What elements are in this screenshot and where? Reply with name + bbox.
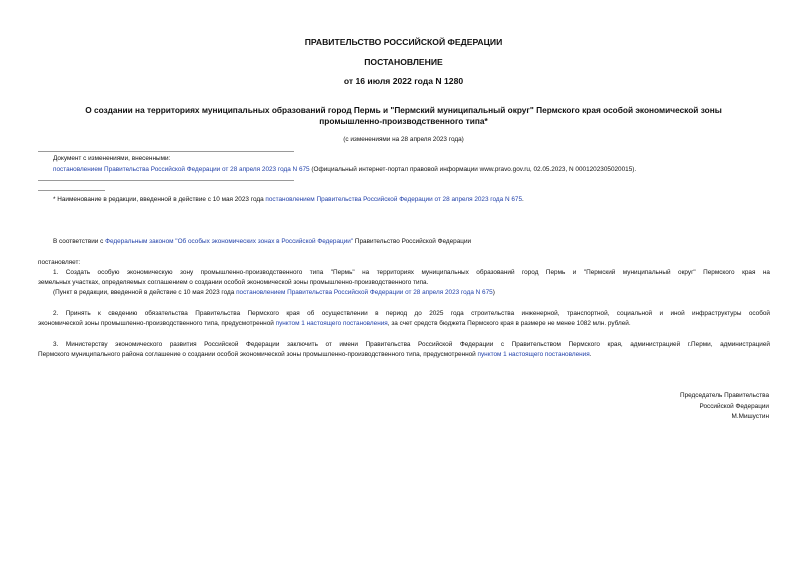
date-number: от 16 июля 2022 года N 1280 bbox=[343, 76, 464, 86]
clause-3-suffix: . bbox=[589, 351, 592, 358]
amendment-source: (Официальный интернет-портал правовой информации www.pravo.gov.ru, 02.05.2023, N 0001202305020015). bbox=[309, 166, 637, 173]
footnote-rule bbox=[38, 190, 105, 191]
footnote bbox=[53, 195, 524, 205]
clause-3-line-2 bbox=[38, 350, 591, 360]
signature-name: М.Мишустин bbox=[731, 413, 769, 420]
clause-1-line-2: земельных участках, определяемых соглашением о создании особой экономической зоны промышленно-производственного типа. bbox=[38, 279, 429, 286]
clause-1-note-prefix: (Пункт в редакции, введенной в действие с 10 мая 2023 года bbox=[53, 289, 237, 296]
clause-3-line-1: 3. Министерству экономического развития Российской Федерации заключить от имени Правительства Российской Федерации с Правительством Пермского края, администрацией г.Перми, администрацией bbox=[53, 341, 770, 348]
footnote-link[interactable]: постановлением Правительства Российской Федерации от 28 апреля 2023 года N 675 bbox=[265, 196, 523, 203]
clause-1-note-link[interactable]: постановлением Правительства Российской Федерации от 28 апреля 2023 года N 675 bbox=[236, 289, 493, 296]
government-heading: ПРАВИТЕЛЬСТВО РОССИЙСКОЙ ФЕДЕРАЦИИ bbox=[304, 37, 503, 47]
signature-title: Председатель Правительства bbox=[680, 392, 769, 399]
title-line-1: О создании на территориях муниципальных образований город Пермь и "Пермский муниципальный округ" Пермского края особой экономической зоны bbox=[85, 105, 722, 115]
signature-org: Российской Федерации bbox=[699, 403, 769, 410]
clause-2-prefix: экономической зоны промышленно-производственного типа, предусмотренной bbox=[38, 320, 276, 327]
clause-1-note-suffix: ) bbox=[492, 289, 495, 296]
clause-2-suffix: , за счет средств бюджета Пермского края в размере не менее 1082 млн. рублей. bbox=[387, 320, 631, 327]
document-type: ПОСТАНОВЛЕНИЕ bbox=[364, 57, 443, 67]
revision-note: (с изменениями на 28 апреля 2023 года) bbox=[343, 136, 464, 143]
clause-2-line-2 bbox=[38, 319, 631, 329]
amendment-link[interactable]: постановлением Правительства Российской Федерации от 28 апреля 2023 года N 675 bbox=[53, 166, 310, 173]
amendments-intro: Документ с изменениями, внесенными: bbox=[53, 155, 171, 162]
footnote-suffix: . bbox=[522, 196, 524, 203]
federal-law-link[interactable]: Федеральным законом "Об особых экономических зонах в Российской Федерации" bbox=[105, 238, 354, 245]
clause-2-line-1: 2. Принять к сведению обязательства Правительства Пермского края об осуществлении в период до 2025 года строительства инженерной, транспортной, социальной и иной инфраструктуры особой bbox=[53, 310, 770, 317]
footnote-prefix: * Наименование в редакции, введенной в действие с 10 мая 2023 года bbox=[53, 196, 266, 203]
clause-2-link[interactable]: пунктом 1 настоящего постановления bbox=[275, 320, 388, 327]
amendments-bottom-rule bbox=[38, 180, 294, 181]
title-line-2: промышленно-производственного типа* bbox=[319, 116, 488, 126]
preamble-suffix: Правительство Российской Федерации bbox=[353, 238, 472, 245]
amendments-line bbox=[53, 165, 636, 175]
clause-1-line-1: 1. Создать особую экономическую зону промышленно-производственного типа "Пермь" на территориях муниципальных образований город Пермь и "Пермский муниципальный округ" Пермского края на bbox=[53, 269, 770, 276]
clause-1-note bbox=[53, 288, 495, 298]
preamble-prefix: В соответствии с bbox=[53, 238, 106, 245]
amendments-top-rule bbox=[38, 151, 294, 152]
clause-3-prefix: Пермского муниципального района соглашение о создании особой экономической зоны промышленно-производственного типа, предусмотренной bbox=[38, 351, 478, 358]
clause-3-link[interactable]: пунктом 1 настоящего постановления bbox=[477, 351, 590, 358]
resolves-label: постановляет: bbox=[38, 259, 81, 266]
preamble bbox=[53, 237, 471, 247]
